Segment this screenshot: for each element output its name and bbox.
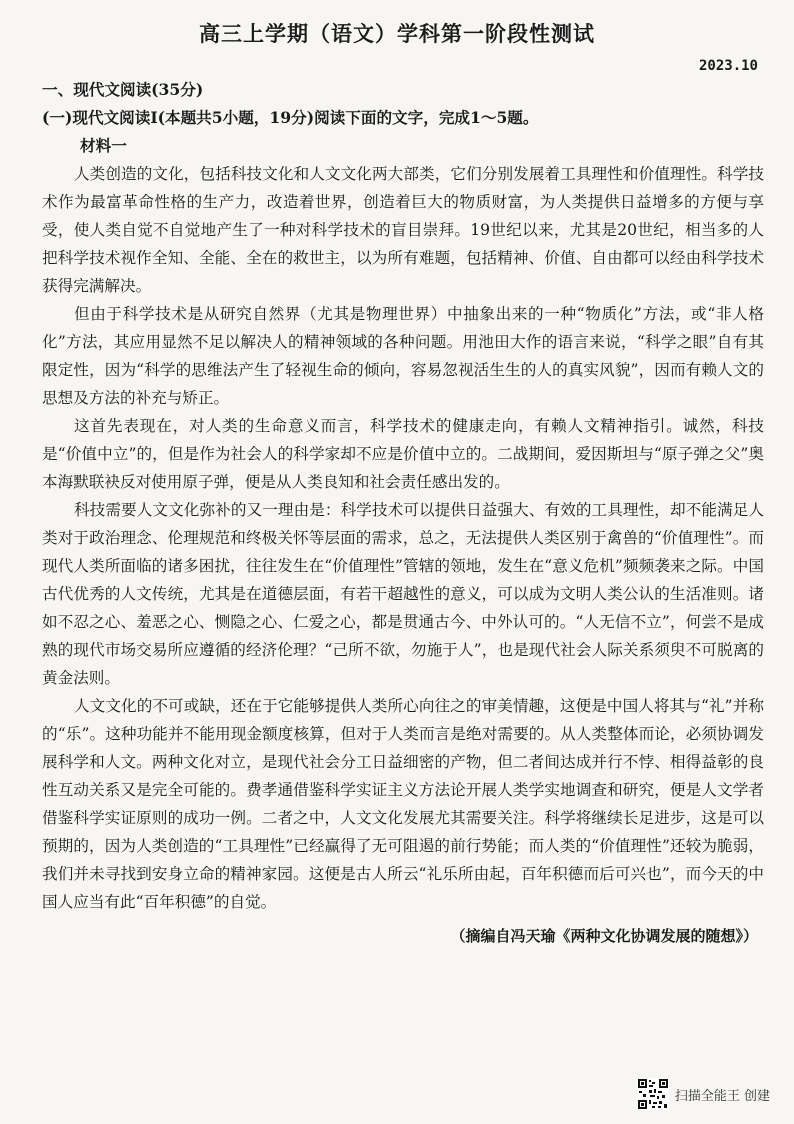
paragraph-1: 人类创造的文化，包括科技文化和人文文化两大部类，它们分别发展着工具理性和价值理性。科学技术作为最富革命性格的生产力，改造着世界，创造着巨大的物质财富，为人类提供日益增多的方便与享受，使人类自觉不自觉地产生了一种对科学技术的盲目崇拜。19世纪以来，尤其是20世纪，相当多的人把科学技术视作全知、全能、全在的救世主，以为所有难题，包括精神、价值、自由都可以经由科学技术获得完满解决。	[42, 165, 764, 295]
reading-section	[42, 76, 764, 950]
scanner-label: 扫描全能王 创建	[674, 1088, 770, 1104]
material-label: 材料一	[80, 136, 127, 155]
paragraph-5: 人文文化的不可或缺，还在于它能够提供人类所心向往之的审美情趣，这便是中国人将其与“礼”并称的“乐”。这种功能并不能用现金额度核算，但对于人类而言是绝对需要的。从人类整体而论，必须协调发展科学和人文。两种文化对立，是现代社会分工日益细密的产物，但二者间达成并行不悖、相得益彰的良性互动关系又是完全可能的。费孝通借鉴科学实证主义方法论开展人类学实地调查和研究，便是人文学者借鉴科学实证原则的成功一例。二者之中，人文文化发展尤其需要关注。科学将继续长足进步，这是可以预期的，因为人类创造的“工具理性”已经赢得了无可阻遏的前行势能；而人类的“价值理性”还较为脆弱，我们并未寻找到安身立命的精神家园。这便是古人所云“礼乐所由起，百年积德而后可兴也”，而今天的中国人应当有此“百年积德”的自觉。	[42, 697, 764, 911]
page-title: 高三上学期（语文）学科第一阶段性测试	[199, 21, 595, 46]
paragraph-4: 科技需要人文文化弥补的又一理由是：科学技术可以提供日益强大、有效的工具理性，却不能满足人类对于政治理念、伦理规范和终极关怀等层面的需求，总之，无法提供人类区别于禽兽的“价值理性”。而现代人类所面临的诸多困扰，往往发生在“价值理性”管辖的领地，发生在“意义危机”频频袭来之际。中国古代优秀的人文传统，尤其是在道德层面，有若干超越性的意义，可以成为文明人类公认的生活准则。诸如不忍之心、羞恶之心、恻隐之心、仁爱之心，都是贯通古今、中外认可的。“人无信不立”，何尝不是成熟的现代市场交易所应遵循的经济伦理？“己所不欲，勿施于人”，也是现代社会人际关系须臾不可脱离的黄金法则。	[42, 501, 764, 687]
section-heading: 一、现代文阅读(35分)	[42, 80, 204, 99]
scanner-watermark	[637, 1078, 770, 1110]
paragraph-2: 但由于科学技术是从研究自然界（尤其是物理世界）中抽象出来的一种“物质化”方法，或“非人格化”方法，其应用显然不足以解决人的精神领域的各种问题。用池田大作的语言来说，“科学之眼”自有其限定性，因为“科学的思维法产生了轻视生命的倾向，容易忽视活生生的人的真实风貌”，因而有赖人文的思想及方法的补充与矫正。	[42, 305, 764, 407]
exam-date: 2023.10	[698, 58, 758, 74]
qr-code-icon	[637, 1078, 669, 1110]
paragraph-3: 这首先表现在，对人类的生命意义而言，科学技术的健康走向，有赖人文精神指引。诚然，科技是“价值中立”的，但是作为社会人的科学家却不应是价值中立的。二战期间，爱因斯坦与“原子弹之父”奥本海默联袂反对使用原子弹，便是从人类良知和社会责任感出发的。	[42, 417, 764, 491]
sub-section-heading: (一)现代文阅读Ⅰ(本题共5小题，19分)阅读下面的文字，完成1～5题。	[42, 108, 539, 127]
source-citation: （摘编自冯天瑜《两种文化协调发展的随想》）	[450, 927, 758, 945]
